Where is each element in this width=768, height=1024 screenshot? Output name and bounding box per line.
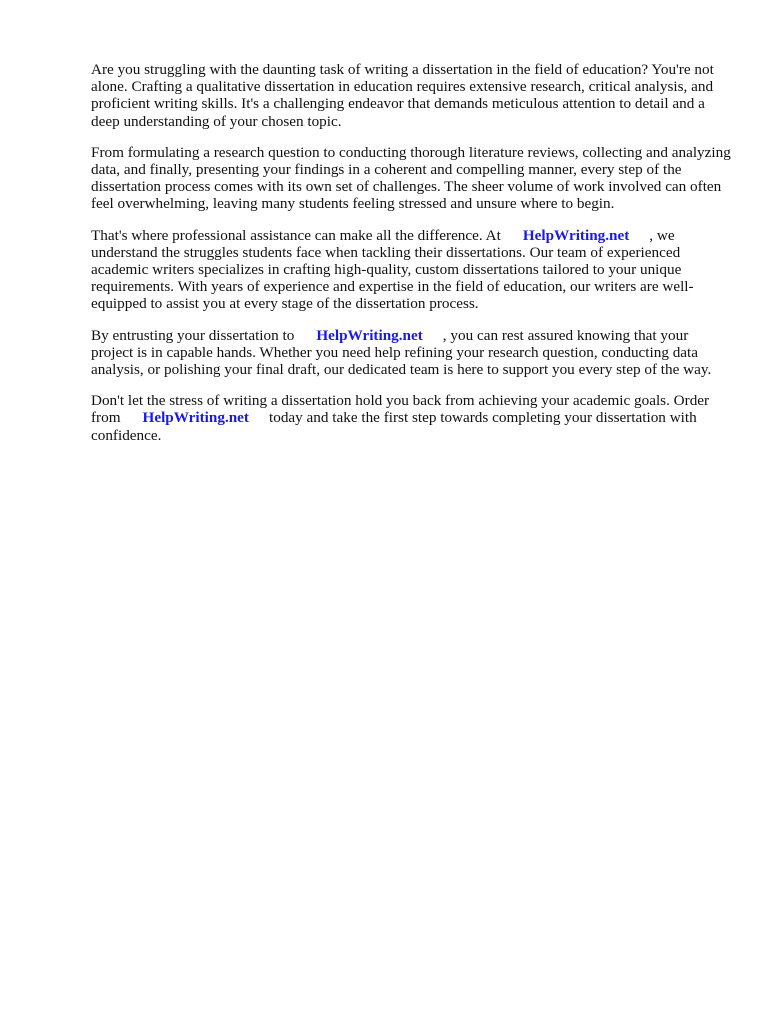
paragraph-entrust [91, 327, 731, 379]
paragraph-closing-line1: Don't let the stress of writing a dissertation hold you back from achieving your academic goals. [91, 392, 670, 410]
paragraph-assistance-text-after: , we understand the struggles students face when tackling their dissertations. Our team of experienced academic writers specializes in crafting high-quality, custom dissertations tailored to your unique requirements. With years of experience and expertise in the field of education, our writers are well-equipped to assist you at every stage of the dissertation process. [91, 226, 694, 313]
paragraph-assistance [91, 227, 731, 313]
helpwriting-link-2[interactable]: HelpWriting.net [316, 326, 423, 344]
helpwriting-link-1[interactable]: HelpWriting.net [522, 226, 630, 244]
paragraph-intro [91, 61, 731, 130]
paragraph-entrust-text-before: By entrusting your dissertation to [91, 326, 295, 344]
paragraph-process [91, 144, 731, 213]
paragraph-process-text: From formulating a research question to conducting thorough literature reviews, collecting and analyzing data, and finally, presenting your findings in a coherent and compelling manner, every step of the dissertation process comes with its own set of challenges. The sheer volume of work involved can often feel overwhelming, leaving many students feeling stressed and unsure where to begin. [91, 143, 731, 213]
paragraph-closing-text-after: today and take the first step towards completing your dissertation with confidence. [91, 409, 697, 444]
paragraph-assistance-text-before: That's where professional assistance can make all the difference. At [91, 226, 501, 244]
paragraph-entrust-text-after: , you can rest assured knowing that your project is in capable hands. Whether you need help refining your research question, conducting data analysis, or polishing your final draft, our dedicated team is here to support you every step of the way. [91, 326, 712, 379]
paragraph-closing-text-before: Order from [91, 392, 710, 427]
document-body [91, 61, 731, 458]
helpwriting-link-3[interactable]: HelpWriting.net [142, 409, 249, 427]
paragraph-intro-text: Are you struggling with the daunting task of writing a dissertation in the field of education? You're not alone. Crafting a qualitative dissertation in education requires extensive research, critical analysis, and proficient writing skills. It's a challenging endeavor that demands meticulous attention to detail and a deep understanding of your chosen topic. [91, 61, 714, 130]
paragraph-closing [91, 392, 731, 444]
